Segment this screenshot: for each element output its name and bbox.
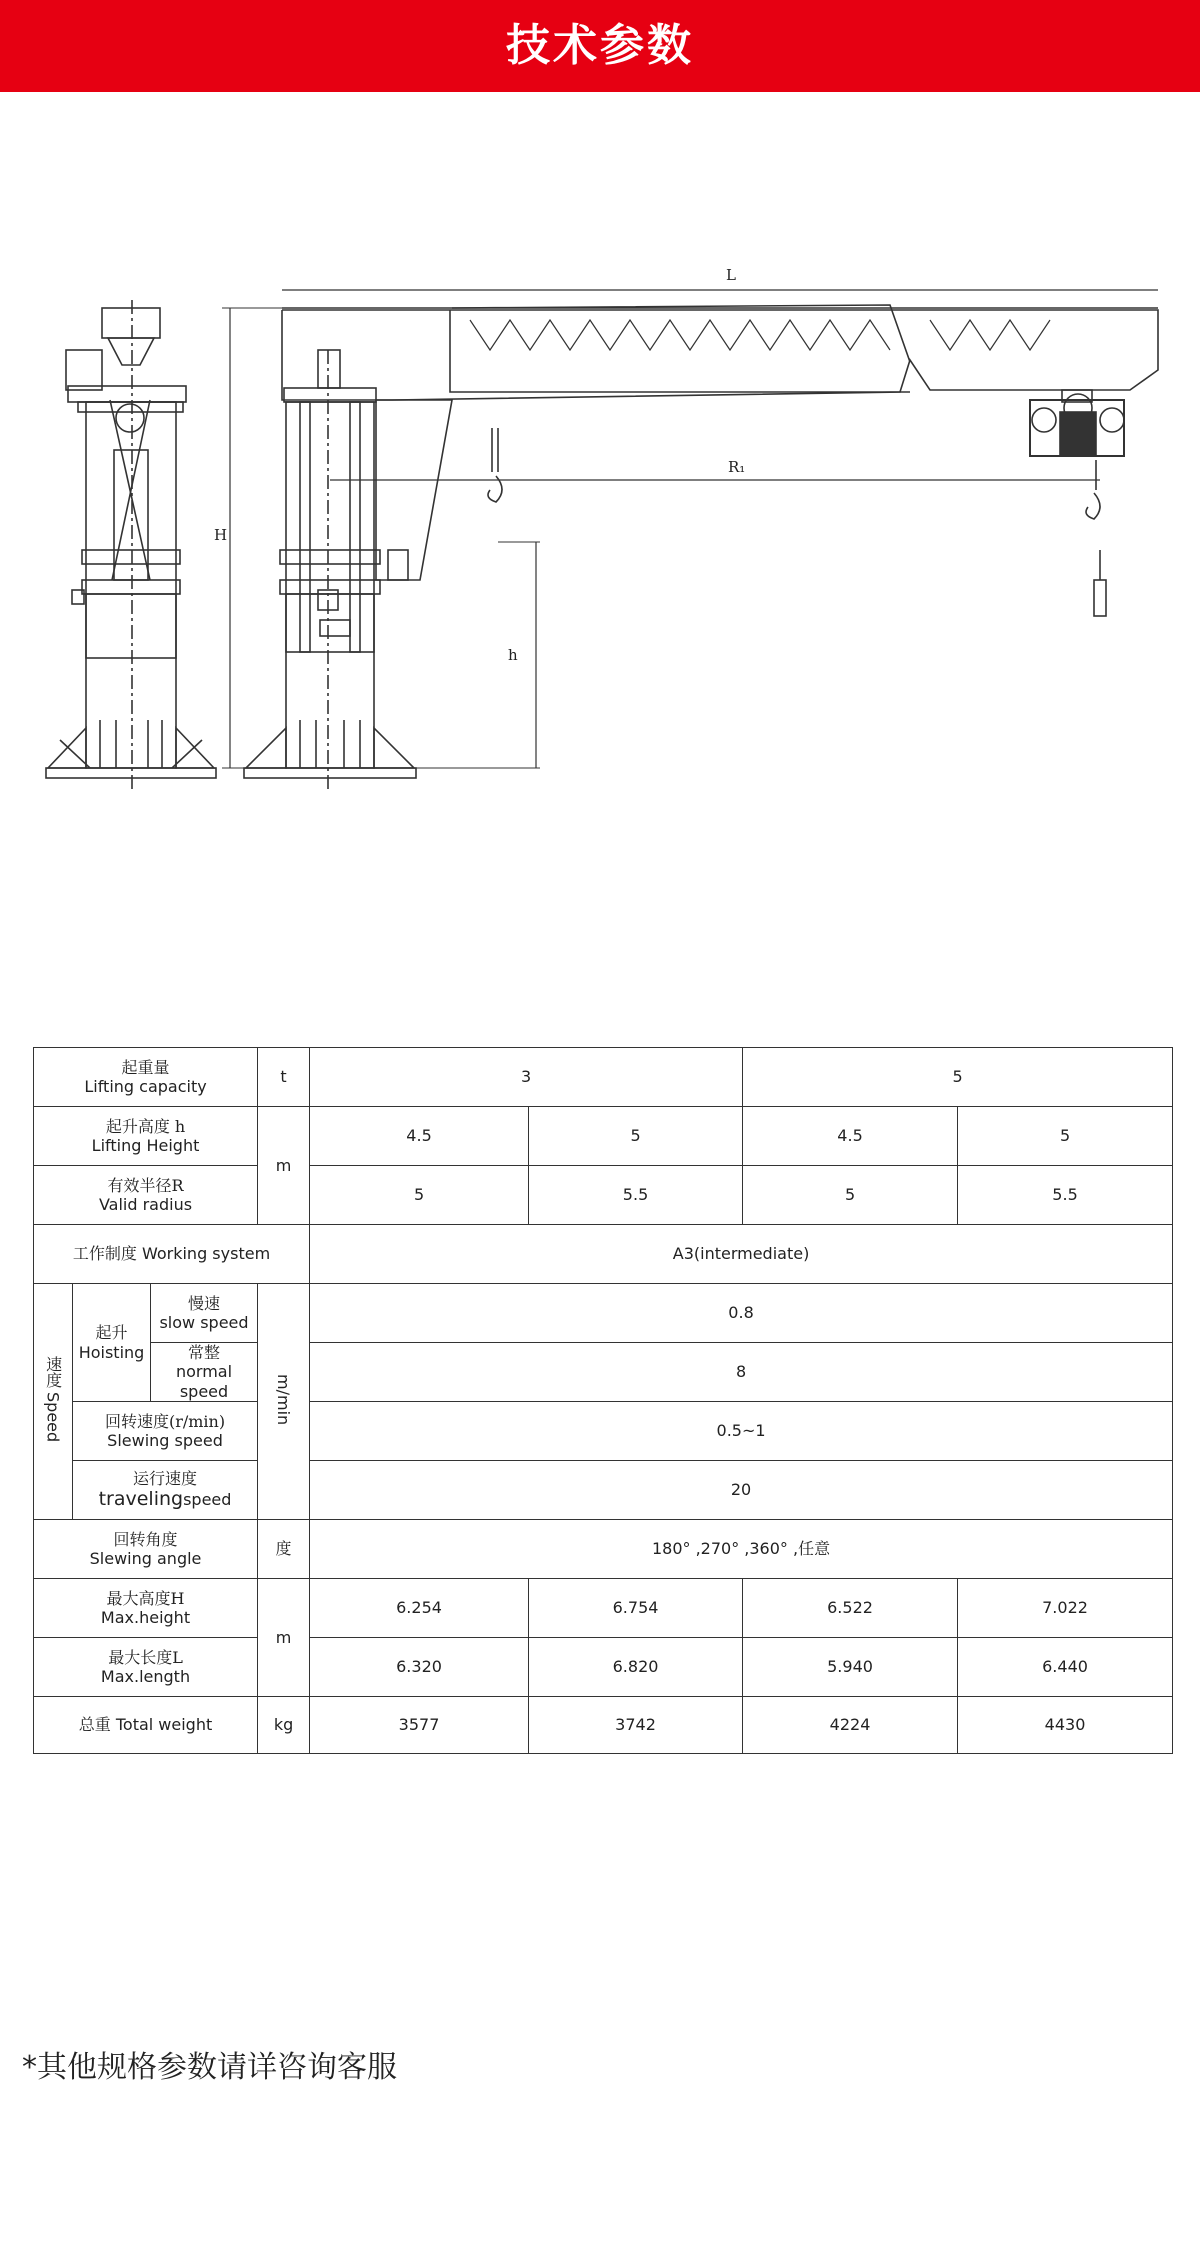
value-cell: 6.254	[310, 1579, 529, 1638]
unit-cell: m	[258, 1107, 310, 1225]
label-cell: 运行速度 travelingspeed	[73, 1461, 258, 1520]
value-cell: 5	[310, 1166, 529, 1225]
value-cell: 7.022	[958, 1579, 1173, 1638]
value-cell: 5	[958, 1107, 1173, 1166]
title-banner	[0, 0, 1200, 92]
crane-diagram	[0, 250, 1200, 810]
value-cell: 3	[310, 1048, 743, 1107]
dimension-label-h: h	[508, 646, 518, 664]
speed-group-label: 速度 Speed	[34, 1284, 73, 1520]
value-cell: 4.5	[743, 1107, 958, 1166]
row-normal-speed	[34, 1343, 1173, 1402]
label-cell: 工作制度 Working system	[34, 1225, 310, 1284]
row-valid-radius	[34, 1166, 1173, 1225]
value-cell: 5.940	[743, 1638, 958, 1697]
unit-cell: t	[258, 1048, 310, 1107]
row-slewing-angle	[34, 1520, 1173, 1579]
label-cell: 起升高度 h Lifting Height	[34, 1107, 258, 1166]
front-view	[222, 290, 1158, 790]
label-cell: 最大高度H Max.height	[34, 1579, 258, 1638]
value-cell: 4224	[743, 1697, 958, 1754]
hoisting-label: 起升 Hoisting	[73, 1284, 151, 1402]
label-cell: 有效半径R Valid radius	[34, 1166, 258, 1225]
label-cell: 慢速 slow speed	[151, 1284, 258, 1343]
value-cell: A3(intermediate)	[310, 1225, 1173, 1284]
unit-cell: 度	[258, 1520, 310, 1579]
value-cell: 4430	[958, 1697, 1173, 1754]
value-cell: 6.754	[529, 1579, 743, 1638]
value-cell: 5	[529, 1107, 743, 1166]
value-cell: 180° ,270° ,360° ,任意	[310, 1520, 1173, 1579]
value-cell: 3742	[529, 1697, 743, 1754]
dimension-label-H: H	[214, 526, 228, 544]
value-cell: 6.522	[743, 1579, 958, 1638]
value-cell: 5	[743, 1048, 1173, 1107]
value-cell: 5.5	[529, 1166, 743, 1225]
row-lifting-capacity	[34, 1048, 1173, 1107]
value-cell: 0.8	[310, 1284, 1173, 1343]
dimension-label-R: R₁	[728, 458, 746, 476]
value-cell: 8	[310, 1343, 1173, 1402]
value-cell: 4.5	[310, 1107, 529, 1166]
value-cell: 0.5~1	[310, 1402, 1173, 1461]
row-traveling-speed	[34, 1461, 1173, 1520]
label-cell: 回转角度 Slewing angle	[34, 1520, 258, 1579]
label-cell: 总重 Total weight	[34, 1697, 258, 1754]
label-cell: 常整 normal speed	[151, 1343, 258, 1402]
dimension-label-L: L	[726, 266, 736, 284]
footnote: *其他规格参数请详咨询客服	[22, 2050, 397, 2085]
value-cell: 6.820	[529, 1638, 743, 1697]
value-cell: 6.320	[310, 1638, 529, 1697]
row-max-height	[34, 1579, 1173, 1638]
value-cell: 5	[743, 1166, 958, 1225]
label-cell: 最大长度L Max.length	[34, 1638, 258, 1697]
label-cell: 起重量 Lifting capacity	[34, 1048, 258, 1107]
page-title: 技术参数	[506, 20, 694, 71]
value-cell: 20	[310, 1461, 1173, 1520]
side-view	[46, 300, 216, 790]
value-cell: 5.5	[958, 1166, 1173, 1225]
value-cell: 3577	[310, 1697, 529, 1754]
unit-cell: kg	[258, 1697, 310, 1754]
row-slow-speed	[34, 1284, 1173, 1343]
value-cell: 6.440	[958, 1638, 1173, 1697]
spec-table	[33, 1047, 1172, 1752]
speed-unit-cell: m/min	[258, 1284, 310, 1520]
row-total-weight	[34, 1697, 1173, 1754]
label-cell: 回转速度(r/min) Slewing speed	[73, 1402, 258, 1461]
row-working-system	[34, 1225, 1173, 1284]
row-max-length	[34, 1638, 1173, 1697]
unit-cell: m	[258, 1579, 310, 1697]
row-lifting-height	[34, 1107, 1173, 1166]
crane-drawing	[0, 250, 1200, 810]
row-slewing-speed	[34, 1402, 1173, 1461]
